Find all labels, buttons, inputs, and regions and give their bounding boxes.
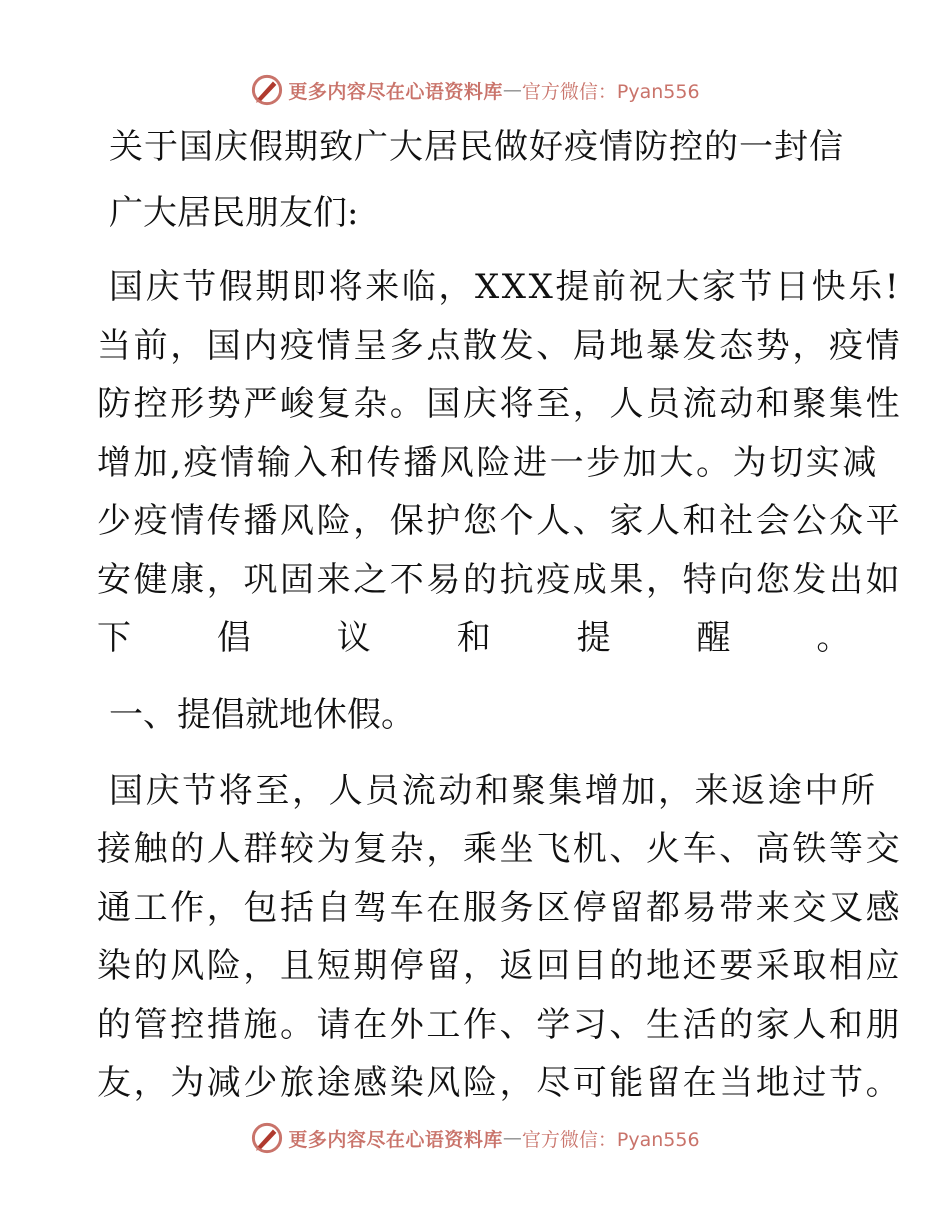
watermark-dash: —: [502, 1127, 522, 1149]
paragraph-line: 增加,疫情输入和传播风险进一步加大。为切实减: [97, 442, 880, 483]
paragraph-line: 的管控措施。请在外工作、学习、生活的家人和朋: [97, 1004, 903, 1045]
watermark-site-name: 更多内容尽在心语资料库: [288, 1128, 503, 1151]
paragraph-line: 少疫情传播风险，保护您个人、家人和社会公众平: [97, 501, 903, 541]
document-body: [97, 120, 903, 1113]
paragraph-line: 防控形势严峻复杂。国庆将至，人员流动和聚集性: [97, 384, 903, 424]
paragraph-line: 安健康，巩固来之不易的抗疫成果，特向您发出如: [97, 559, 903, 600]
pen-logo-icon: [250, 73, 284, 107]
watermark-wechat: 官方微信：Pyan556: [521, 80, 700, 103]
paragraph-line: 下倡议和提醒。: [97, 618, 853, 658]
paragraph-line: 友，为减少旅途感染风险，尽可能留在当地过节。: [97, 1063, 903, 1103]
header-watermark: [0, 68, 950, 112]
watermark-site-name: 更多内容尽在心语资料库: [288, 80, 503, 103]
paragraph-line: 国庆节假期即将来临，XXX提前祝大家节日快乐!: [109, 267, 902, 307]
paragraph-intro: [97, 258, 903, 668]
paragraph-line: 接触的人群较为复杂，乘坐飞机、火车、高铁等交: [97, 829, 903, 869]
paragraph-line: 国庆节将至，人员流动和聚集增加，来返途中所: [109, 770, 878, 811]
paragraph-line: 当前，国内疫情呈多点散发、局地暴发态势，疫情: [97, 325, 903, 366]
footer-watermark: [0, 1116, 950, 1160]
document-title: 关于国庆假期致广大居民做好疫情防控的一封信: [109, 127, 844, 167]
salutation: 广大居民朋友们:: [109, 193, 359, 233]
watermark-wechat: 官方微信：Pyan556: [521, 1128, 700, 1151]
paragraph-section1: [97, 762, 903, 1113]
pen-logo-icon: [250, 1121, 284, 1155]
watermark-dash: —: [502, 79, 522, 101]
paragraph-line: 染的风险，且短期停留，返回目的地还要采取相应: [97, 946, 903, 986]
section-heading: 一、提倡就地休假。: [109, 694, 415, 735]
paragraph-line: 通工作，包括自驾车在服务区停留都易带来交叉感: [97, 887, 903, 928]
